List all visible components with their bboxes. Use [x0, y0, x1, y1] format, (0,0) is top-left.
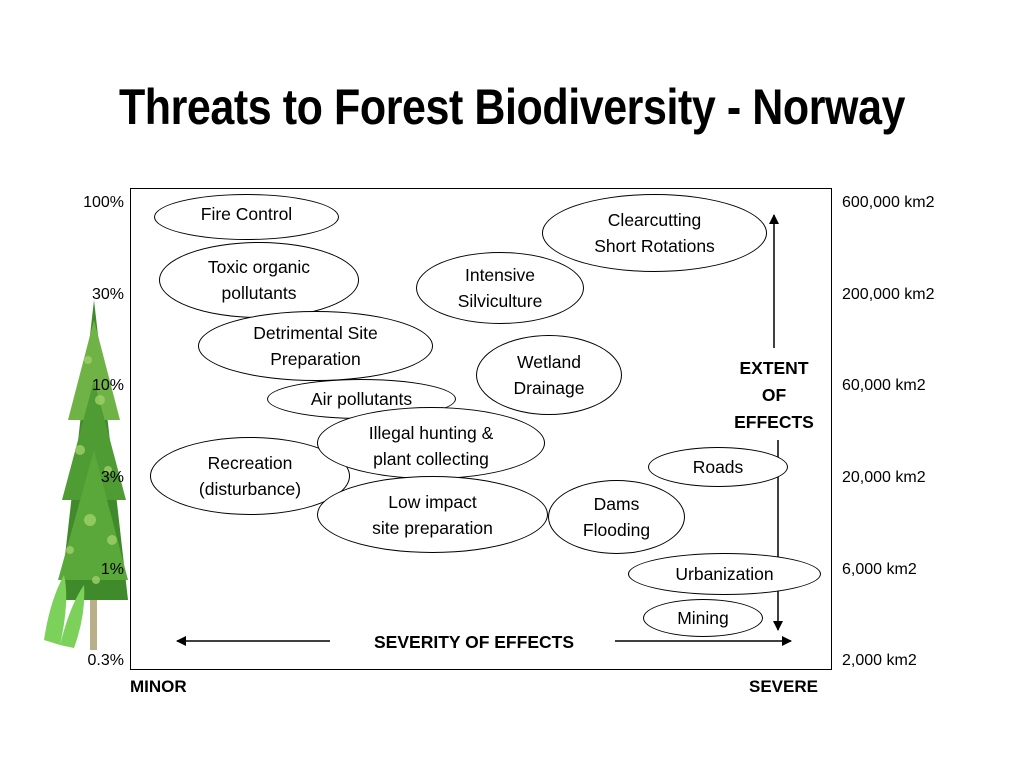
- threat-air-pollutants: Air pollutants: [267, 379, 456, 419]
- threat-roads: Roads: [648, 447, 788, 487]
- left-tick: 0.3%: [87, 652, 124, 669]
- right-tick: 600,000 km2: [842, 194, 935, 211]
- threat-detrimental-site-preparation: Detrimental Site Preparation: [198, 311, 433, 381]
- left-tick: 3%: [100, 469, 124, 486]
- threat-toxic-pollutants: Toxic organic pollutants: [159, 242, 359, 318]
- severe-label: SEVERE: [749, 677, 818, 696]
- threat-dams-flooding: Dams Flooding: [548, 480, 685, 554]
- threat-mining: Mining: [643, 599, 763, 637]
- threat-intensive-silviculture: Intensive Silviculture: [416, 252, 584, 324]
- page-title: Threats to Forest Biodiversity - Norway: [118, 79, 906, 135]
- threat-illegal-hunting: Illegal hunting & plant collecting: [317, 407, 545, 479]
- right-tick: 60,000 km2: [842, 377, 926, 394]
- threat-fire-control: Fire Control: [154, 194, 339, 240]
- threat-urbanization: Urbanization: [628, 553, 821, 595]
- extent-of-effects-label: EXTENT OF EFFECTS: [720, 355, 828, 436]
- minor-label: MINOR: [130, 677, 187, 696]
- threat-low-impact-site-preparation: Low impact site preparation: [317, 476, 548, 553]
- left-tick: 1%: [100, 561, 124, 578]
- threat-wetland-drainage: Wetland Drainage: [476, 335, 622, 415]
- left-tick: 10%: [91, 377, 124, 394]
- threat-clearcutting: Clearcutting Short Rotations: [542, 194, 767, 272]
- right-tick: 200,000 km2: [842, 286, 935, 303]
- left-tick: 30%: [91, 286, 124, 303]
- right-tick: 2,000 km2: [842, 652, 917, 669]
- left-tick: 100%: [83, 194, 124, 211]
- severity-of-effects-label: SEVERITY OF EFFECTS: [374, 632, 574, 652]
- threat-recreation: Recreation (disturbance): [150, 437, 350, 515]
- right-tick: 20,000 km2: [842, 469, 926, 486]
- right-tick: 6,000 km2: [842, 561, 917, 578]
